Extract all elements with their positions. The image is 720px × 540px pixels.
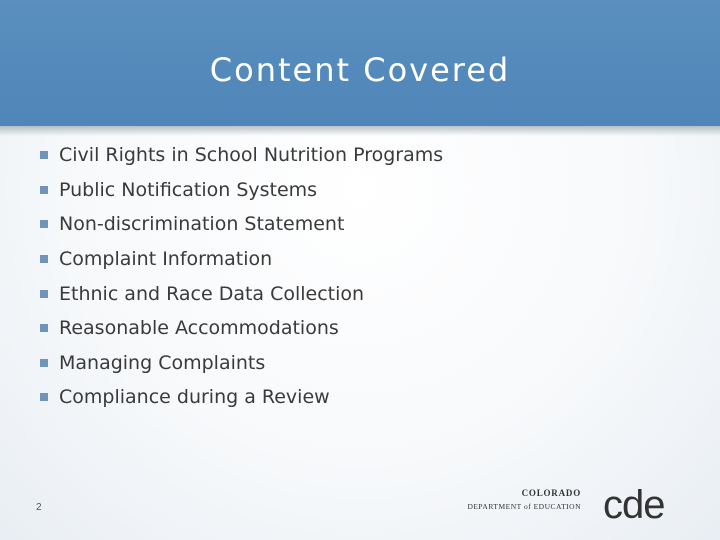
bullet-text: Civil Rights in School Nutrition Programs <box>59 144 444 167</box>
page-number: 2 <box>36 502 42 513</box>
bullet-item <box>40 173 443 208</box>
cde-logo-mark-icon <box>603 488 693 524</box>
bullet-item <box>40 346 443 381</box>
square-bullet-icon <box>40 359 48 367</box>
bullet-text: Non-discrimination Statement <box>59 213 345 236</box>
square-bullet-icon <box>40 393 48 401</box>
bullet-text: Ethnic and Race Data Collection <box>59 282 365 305</box>
square-bullet-icon <box>40 220 48 228</box>
bullet-item <box>40 138 443 173</box>
square-bullet-icon <box>40 186 48 194</box>
square-bullet-icon <box>40 151 48 159</box>
square-bullet-icon <box>40 255 48 263</box>
bullet-text: Reasonable Accommodations <box>59 317 339 340</box>
square-bullet-icon <box>40 324 48 332</box>
bullet-list <box>40 138 443 415</box>
bullet-text: Public Notification Systems <box>59 178 318 201</box>
bullet-text: Managing Complaints <box>59 351 266 374</box>
bullet-item <box>40 276 443 311</box>
title-bar-shadow <box>0 126 720 136</box>
bullet-item <box>40 242 443 277</box>
square-bullet-icon <box>40 290 48 298</box>
logo-line-department: DEPARTMENT of EDUCATION <box>467 502 581 511</box>
bullet-text: Complaint Information <box>59 248 273 271</box>
cde-logo <box>467 486 703 526</box>
bullet-text: Compliance during a Review <box>59 386 330 409</box>
slide-title: Content Covered <box>209 51 511 89</box>
bullet-item <box>40 207 443 242</box>
bullet-item <box>40 311 443 346</box>
logo-line-colorado: COLORADO <box>521 488 581 498</box>
bullet-item <box>40 380 443 415</box>
logo-mark-text: cde <box>603 488 665 524</box>
